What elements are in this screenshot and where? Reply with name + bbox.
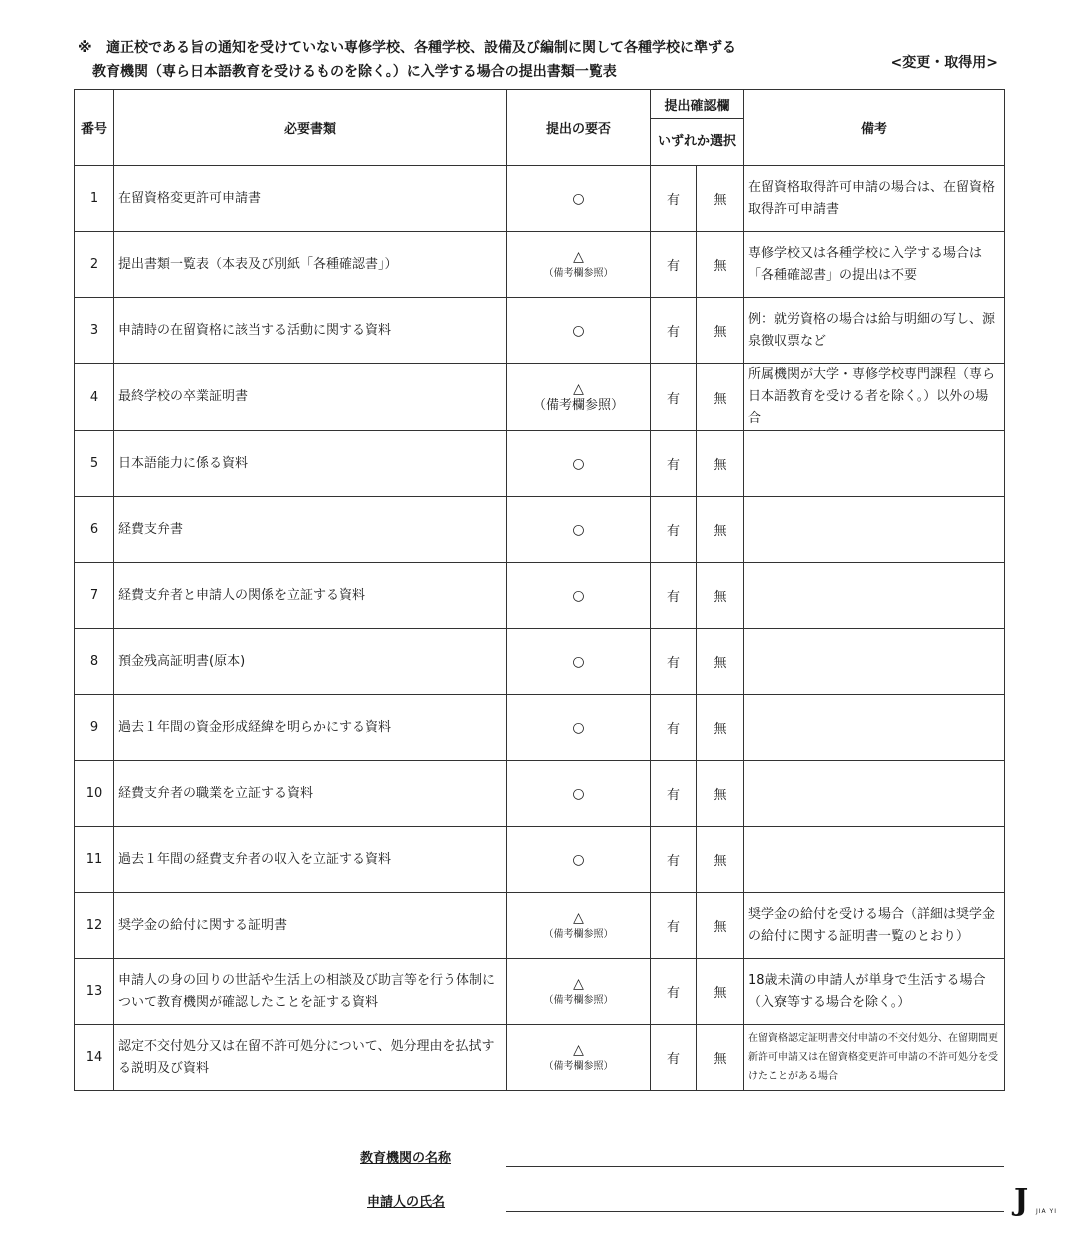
requirement-symbol: ○ bbox=[572, 587, 585, 604]
table-row bbox=[75, 431, 1005, 497]
requirement-note: （備考欄参照） bbox=[543, 994, 614, 1006]
requirement-cell bbox=[507, 761, 651, 827]
table-body bbox=[75, 166, 1005, 1091]
requirement-cell bbox=[507, 232, 651, 298]
check-yes[interactable]: 有 bbox=[651, 893, 697, 959]
remark: 18歳未満の申請人が単身で生活する場合（入寮等する場合を除く。） bbox=[744, 959, 1005, 1025]
document-name: 提出書類一覧表（本表及び別紙「各種確認書」） bbox=[114, 232, 507, 298]
check-no[interactable]: 無 bbox=[697, 364, 744, 431]
remark: 奨学金の給付を受ける場合（詳細は奨学金の給付に関する証明書一覧のとおり） bbox=[744, 893, 1005, 959]
requirement-cell bbox=[507, 893, 651, 959]
remark bbox=[744, 761, 1005, 827]
requirement-note: （備考欄参照） bbox=[532, 398, 624, 413]
check-no[interactable]: 無 bbox=[697, 497, 744, 563]
remark: 専修学校又は各種学校に入学する場合は「各種確認書」の提出は不要 bbox=[744, 232, 1005, 298]
logo-text: JIA YI bbox=[1036, 1208, 1057, 1215]
requirement-symbol: △ bbox=[573, 1041, 584, 1058]
requirement-cell bbox=[507, 1025, 651, 1091]
remark bbox=[744, 497, 1005, 563]
table-row bbox=[75, 827, 1005, 893]
check-yes[interactable]: 有 bbox=[651, 629, 697, 695]
requirement-symbol: △ bbox=[573, 909, 584, 926]
requirement-symbol: ○ bbox=[572, 322, 585, 339]
document-name: 経費支弁者と申請人の関係を立証する資料 bbox=[114, 563, 507, 629]
remark bbox=[744, 695, 1005, 761]
requirement-note: （備考欄参照） bbox=[543, 1060, 614, 1072]
table-row bbox=[75, 232, 1005, 298]
requirement-cell bbox=[507, 298, 651, 364]
table-row bbox=[75, 563, 1005, 629]
check-yes[interactable]: 有 bbox=[651, 166, 697, 232]
requirement-cell bbox=[507, 497, 651, 563]
document-name: 日本語能力に係る資料 bbox=[114, 431, 507, 497]
document-name: 預金残高証明書(原本) bbox=[114, 629, 507, 695]
check-no[interactable]: 無 bbox=[697, 1025, 744, 1091]
requirement-cell bbox=[507, 166, 651, 232]
requirement-cell bbox=[507, 364, 651, 431]
title-line-1 bbox=[78, 36, 1018, 60]
document-name: 経費支弁者の職業を立証する資料 bbox=[114, 761, 507, 827]
remark: 所属機関が大学・専修学校専門課程（専ら日本語教育を受ける者を除く。）以外の場合 bbox=[744, 364, 1005, 431]
requirement-cell bbox=[507, 563, 651, 629]
check-yes[interactable]: 有 bbox=[651, 827, 697, 893]
check-yes[interactable]: 有 bbox=[651, 761, 697, 827]
requirement-note: （備考欄参照） bbox=[543, 267, 614, 279]
row-number: 12 bbox=[75, 893, 114, 959]
applicant-name-label: 申請人の氏名 bbox=[367, 1195, 446, 1210]
logo bbox=[1014, 1183, 1064, 1226]
remark: 在留資格取得許可申請の場合は、在留資格取得許可申請書 bbox=[744, 166, 1005, 232]
document-name: 申請時の在留資格に該当する活動に関する資料 bbox=[114, 298, 507, 364]
document-name: 奨学金の給付に関する証明書 bbox=[114, 893, 507, 959]
remark: 例：就労資格の場合は給与明細の写し、源泉徴収票など bbox=[744, 298, 1005, 364]
requirement-cell bbox=[507, 431, 651, 497]
check-yes[interactable]: 有 bbox=[651, 298, 697, 364]
row-number: 14 bbox=[75, 1025, 114, 1091]
check-yes[interactable]: 有 bbox=[651, 1025, 697, 1091]
remark: 在留資格認定証明書交付申請の不交付処分、在留期間更新許可申請又は在留資格変更許可申請の不許可処分を受けたことがある場合 bbox=[744, 1025, 1005, 1091]
check-no[interactable]: 無 bbox=[697, 761, 744, 827]
check-no[interactable]: 無 bbox=[697, 431, 744, 497]
remark bbox=[744, 431, 1005, 497]
requirement-symbol: ○ bbox=[572, 785, 585, 802]
requirement-symbol: ○ bbox=[572, 455, 585, 472]
check-yes[interactable]: 有 bbox=[651, 364, 697, 431]
requirement-cell bbox=[507, 695, 651, 761]
row-number: 5 bbox=[75, 431, 114, 497]
requirement-symbol: ○ bbox=[572, 851, 585, 868]
header-check: 提出確認欄 bbox=[651, 90, 744, 119]
check-no[interactable]: 無 bbox=[697, 959, 744, 1025]
note-mark: ※ bbox=[78, 40, 92, 56]
document-name: 認定不交付処分又は在留不許可処分について、処分理由を払拭する説明及び資料 bbox=[114, 1025, 507, 1091]
requirement-symbol: ○ bbox=[572, 521, 585, 538]
row-number: 10 bbox=[75, 761, 114, 827]
applicant-name-line[interactable] bbox=[506, 1211, 1004, 1212]
requirement-cell bbox=[507, 827, 651, 893]
row-number: 11 bbox=[75, 827, 114, 893]
check-yes[interactable]: 有 bbox=[651, 431, 697, 497]
check-no[interactable]: 無 bbox=[697, 563, 744, 629]
check-no[interactable]: 無 bbox=[697, 827, 744, 893]
check-no[interactable]: 無 bbox=[697, 893, 744, 959]
row-number: 6 bbox=[75, 497, 114, 563]
logo-mark: J bbox=[1014, 1183, 1029, 1218]
title-line-2: 教育機関（専ら日本語教育を受けるものを除く。）に入学する場合の提出書類一覧表 bbox=[92, 64, 617, 80]
table-row bbox=[75, 959, 1005, 1025]
document-name: 在留資格変更許可申請書 bbox=[114, 166, 507, 232]
requirement-symbol: ○ bbox=[572, 653, 585, 670]
header-documents: 必要書類 bbox=[114, 90, 507, 166]
check-no[interactable]: 無 bbox=[697, 298, 744, 364]
requirement-symbol: ○ bbox=[572, 190, 585, 207]
requirement-note: （備考欄参照） bbox=[543, 928, 614, 940]
documents-table bbox=[74, 89, 1005, 1091]
check-no[interactable]: 無 bbox=[697, 232, 744, 298]
table-row bbox=[75, 695, 1005, 761]
remark bbox=[744, 629, 1005, 695]
header-check-sub: いずれか選択 bbox=[651, 119, 744, 166]
row-number: 13 bbox=[75, 959, 114, 1025]
check-yes[interactable]: 有 bbox=[651, 695, 697, 761]
row-number: 9 bbox=[75, 695, 114, 761]
check-no[interactable]: 無 bbox=[697, 166, 744, 232]
table-row bbox=[75, 497, 1005, 563]
form-type-label: <変更・取得用> bbox=[890, 55, 998, 71]
check-yes[interactable]: 有 bbox=[651, 497, 697, 563]
table-row bbox=[75, 761, 1005, 827]
check-yes[interactable]: 有 bbox=[651, 959, 697, 1025]
document-name: 最終学校の卒業証明書 bbox=[114, 364, 507, 431]
check-yes[interactable]: 有 bbox=[651, 563, 697, 629]
document-name: 申請人の身の回りの世話や生活上の相談及び助言等を行う体制について教育機関が確認したことを証する資料 bbox=[114, 959, 507, 1025]
check-no[interactable]: 無 bbox=[697, 629, 744, 695]
table-row bbox=[75, 893, 1005, 959]
check-no[interactable]: 無 bbox=[697, 695, 744, 761]
header-number: 番号 bbox=[75, 90, 114, 166]
header-remarks: 備考 bbox=[744, 90, 1005, 166]
row-number: 3 bbox=[75, 298, 114, 364]
requirement-symbol: △ bbox=[573, 248, 584, 265]
requirement-cell bbox=[507, 959, 651, 1025]
table-row bbox=[75, 166, 1005, 232]
requirement-symbol: △ bbox=[573, 381, 584, 397]
document-name: 過去１年間の資金形成経緯を明らかにする資料 bbox=[114, 695, 507, 761]
remark bbox=[744, 563, 1005, 629]
requirement-symbol: ○ bbox=[572, 719, 585, 736]
row-number: 1 bbox=[75, 166, 114, 232]
header-requirement: 提出の要否 bbox=[507, 90, 651, 166]
table-row bbox=[75, 629, 1005, 695]
table-row bbox=[75, 364, 1005, 431]
table-row bbox=[75, 298, 1005, 364]
institution-name-label: 教育機関の名称 bbox=[360, 1151, 452, 1166]
row-number: 2 bbox=[75, 232, 114, 298]
document-title bbox=[78, 36, 1018, 84]
requirement-symbol: △ bbox=[573, 975, 584, 992]
document-name: 過去１年間の経費支弁者の収入を立証する資料 bbox=[114, 827, 507, 893]
check-yes[interactable]: 有 bbox=[651, 232, 697, 298]
row-number: 8 bbox=[75, 629, 114, 695]
row-number: 7 bbox=[75, 563, 114, 629]
row-number: 4 bbox=[75, 364, 114, 431]
remark bbox=[744, 827, 1005, 893]
table-row bbox=[75, 1025, 1005, 1091]
institution-name-line[interactable] bbox=[506, 1166, 1004, 1167]
document-name: 経費支弁書 bbox=[114, 497, 507, 563]
title-text-1: 適正校である旨の通知を受けていない専修学校、各種学校、設備及び編制に関して各種学校に準ずる bbox=[106, 40, 736, 56]
requirement-cell bbox=[507, 629, 651, 695]
